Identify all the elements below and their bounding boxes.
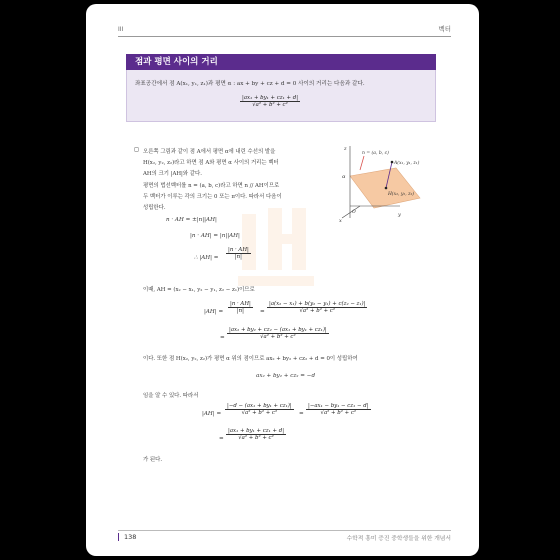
book-title: 수학적 흥미 증진 중학생들을 위한 개념서 <box>346 536 451 542</box>
step-inner-product: n · AH = ±|n||AH| <box>166 217 217 223</box>
distance-formula <box>240 95 300 108</box>
final-fraction-2 <box>306 403 371 416</box>
book-page <box>86 4 479 556</box>
equation-2-fraction <box>227 327 329 340</box>
intro-line: AH의 크기 |AH|와 같다. <box>143 171 202 177</box>
equals-sign: = <box>219 436 224 442</box>
fraction-denominator: √a² + b² + c² <box>241 410 278 416</box>
intro-line: H(x₂, y₂, z₂)라고 하면 점 A와 평면 α 사이의 거리는 벡터 <box>143 160 279 166</box>
header-rule <box>118 36 451 37</box>
intro-line: 오른쪽 그림과 같이 점 A에서 평면 α에 내린 수선의 발을 <box>143 149 276 155</box>
therefore-line: 임을 알 수 있다. 따라서 <box>143 393 199 399</box>
fraction-denominator: |n| <box>236 308 244 314</box>
final-fraction-1 <box>225 403 294 416</box>
normal-vector-label: n = (a, b, c) <box>362 151 389 156</box>
fraction-denominator: √a² + b² + c² <box>320 410 357 416</box>
fraction-numerator: |ax₂ + by₂ + cz₂ − (ax₁ + by₁ + cz₁)| <box>229 327 327 333</box>
final-lhs: |AH| = <box>202 411 222 417</box>
fraction-numerator: |ax₁ + by₁ + cz₁ + d| <box>228 428 285 434</box>
fraction-numerator: |n · AH| <box>230 301 251 307</box>
distance-formula-numerator: |ax₁ + by₁ + cz₁ + d| <box>242 95 299 101</box>
conclusion-line: 가 된다. <box>143 457 163 463</box>
plane-distance-figure <box>336 142 454 228</box>
concept-box-text: 좌표공간에서 점 A(x₁, y₁, z₁)과 평면 α : ax + by + cz + d = 0 사이의 거리는 다음과 같다. <box>135 81 365 87</box>
bullet-square-icon: ◻ <box>134 146 139 153</box>
axis-x-label: x <box>339 218 342 224</box>
intro-line: 평면의 법선벡터를 n = (a, b, c)라고 하면 n // AH이므로 <box>143 183 280 189</box>
fraction-numerator: |n · AH| <box>228 247 249 253</box>
origin-label: O <box>352 210 356 215</box>
step-absolute: |n · AH| = |n||AH| <box>190 233 240 239</box>
distance-formula-denominator: √a² + b² + c² <box>252 102 288 108</box>
fraction-numerator: |−ax₁ − by₁ − cz₁ − d| <box>308 403 369 409</box>
point-a-label: A(x₁, y₁, z₁) <box>394 161 420 166</box>
fraction-denominator: |n| <box>234 254 242 260</box>
chapter-number: III <box>118 26 124 33</box>
intro-line: 성립한다. <box>143 205 166 211</box>
equation-3: ax₂ + by₂ + cz₂ = −d <box>256 373 316 379</box>
equals-sign: = <box>220 335 225 341</box>
final-fraction-3 <box>226 428 286 441</box>
plane-label: α <box>342 174 346 180</box>
point-h-label: H(x₂, y₂, z₂) <box>388 192 415 197</box>
fraction-numerator: |a(x₂ − x₁) + b(y₂ − y₁) + c(z₂ − z₁)| <box>269 301 366 307</box>
concept-box <box>126 70 436 122</box>
axis-z-label: z <box>344 146 347 152</box>
chapter-title: 벡터 <box>438 25 451 33</box>
equals-sign: = <box>299 411 304 417</box>
equation-1-fraction-b <box>267 301 367 314</box>
fraction-denominator: √a² + b² + c² <box>238 435 274 441</box>
axis-y-label: y <box>398 212 401 218</box>
equals-sign: = <box>260 309 265 315</box>
intro-line: 두 벡터가 이루는 각의 크기는 0 또는 π이다. 따라서 다음이 <box>143 194 282 200</box>
footer-rule <box>118 530 451 531</box>
vector-ah-line: 이때, AH = (x₂ − x₁, y₂ − y₁, z₂ − z₁)이므로 <box>143 287 255 293</box>
concept-box-title: 점과 평면 사이의 거리 <box>126 54 436 70</box>
step-therefore-fraction <box>226 247 251 260</box>
point-h-line: 이다. 또한 점 H(x₂, y₂, z₂)가 평면 α 위의 점이므로 ax₂ + by₂ + cz₂ + d = 0이 성립하여 <box>143 356 358 362</box>
equation-1-fraction-a <box>228 301 253 314</box>
page-number: 138 <box>118 533 136 541</box>
step-therefore-lhs: ∴ |AH| = <box>194 255 219 261</box>
fraction-denominator: √a² + b² + c² <box>260 334 296 340</box>
equation-1-lhs: |AH| = <box>204 309 224 315</box>
fraction-denominator: √a² + b² + c² <box>299 308 335 314</box>
fraction-numerator: |−d − (ax₁ + by₁ + cz₁)| <box>227 403 292 409</box>
